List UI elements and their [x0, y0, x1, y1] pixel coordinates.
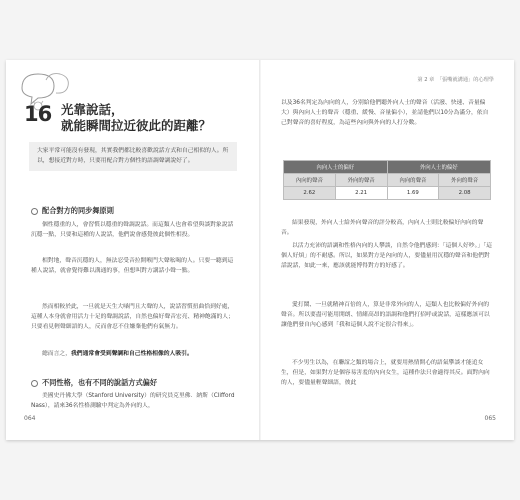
right-page [261, 60, 514, 440]
paragraph-summary [31, 349, 236, 359]
page-number-left: 064 [24, 415, 36, 422]
table-cell: 2.21 [335, 187, 387, 200]
intro-box: 大家平常可能沒有發現，其實我們都比較喜歡說話方式和自己相似的人。所以，想接近對方時，只要用配合對方個性的語調聲調說好了。 [29, 142, 237, 171]
paragraph: 美國史丹佛大學（Stanford University）的研究員克里佛．納斯（Clifford Nass），請來36名性格測驗中判定為外向的人， [31, 393, 235, 410]
paragraph: 不少男生以為，在聯誼之類的場合上，就要用熱情開心的語氣攀談才能追女生，但是，如果對方是個容易害羞的內向女生，這種作法只會適得其反。面對內向的人，要儘量輕聲細語，彼此 [281, 360, 490, 387]
left-page [6, 60, 259, 440]
paragraph: 以及36名判定為內向的人，分別給他們聽外向人士的聲音（活潑、快速、音量偏大）與內向人士的聲音（穩重、緩慢、音量偏小），並請他們以10分為滿分，依自己對聲音的喜好程度，為這些內向與外向的人打分數。 [281, 100, 489, 127]
table-cell: 2.62 [284, 187, 336, 200]
table-row [284, 187, 491, 200]
running-head: 第 2 章 「張嘴就溝通」的心理學 [417, 77, 494, 83]
bullet-icon [31, 208, 38, 215]
table-group-header: 外向人士的偏好 [387, 161, 491, 174]
table-group-header: 內向人士的偏好 [284, 161, 388, 174]
table-group-header-row [284, 161, 491, 174]
table-cell: 1.69 [387, 187, 439, 200]
table-column-header: 外向的聲音 [335, 174, 387, 187]
table-column-header-row [284, 174, 491, 187]
section-heading-2-text: 不同性格，也有不同的說話方式偏好 [42, 378, 158, 387]
book-spread [6, 60, 514, 440]
paragraph: 以活力充沛的語調和性格內向的人攀談，自然令他們感到：「這個人好吵。」「這個人好煩」的不耐感。所以，如果對方是內向的人，要儘量用沉穩的聲音和他們對話說話，如此一來，應該就能博得對方的好感了。 [281, 243, 492, 270]
page-number-right: 065 [484, 415, 496, 422]
paragraph: 愛打鬧、一旦就精神百倍的人，算是非常外向的人，這類人也比較偏好外向的聲音。所以要盡可能用開朗、情緒高昂的語調和他們打招呼或說話，這樣應該可以讓他們發自內心感到「我和這個人說不定很合得來」。 [281, 302, 490, 329]
title-line-2: 就能瞬間拉近彼此的距離？ [61, 118, 212, 133]
paragraph: 然而相較於此，一旦就是天生大嗓門且大聲的人，說話習慣扭曲恰到好處，這種人本身就會用活力十足的聲調說話，自然也偏好聲音宏亮、精神飽滿的人；只要看見輕聲細語的人，反而會忍不住嫌棄他們有氣無力。 [31, 304, 234, 331]
title-line-1: 光靠說話， [61, 102, 124, 117]
section-heading-1-text: 配合對方的同步舞原則 [42, 206, 114, 215]
paragraph: 個性穩重的人，會習慣以穩重的聲調說話。而這類人也會希望與談對象說話沉穩一點，只要和這種的人說話，他們說會感覺彼此個性相投。 [31, 222, 234, 239]
summary-lead: 總而言之， [42, 351, 71, 357]
section-heading-1 [31, 206, 114, 216]
paragraph: 結果發現，外向人士給外向聲音的評分較高，內向人士則比較偏好內向的聲音。 [281, 220, 484, 237]
emphasized-text: 我們通常會受到聲調和自己性格相像的人吸引。 [71, 351, 193, 357]
table-column-header: 外向的聲音 [439, 174, 491, 187]
paragraph: 相對地，聲音沉穩的人，無法忍受音拉開喉門大聲吆喝的人。只要一聽到這種人說話，就會覺得難以溝通的事，但想叫對方講話小聲一點。 [31, 258, 234, 275]
chapter-number: 16 [24, 102, 52, 126]
page-title [61, 102, 211, 134]
table-cell: 2.08 [439, 187, 491, 200]
table-column-header: 內向的聲音 [387, 174, 439, 187]
table-column-header: 內向的聲音 [284, 174, 336, 187]
section-heading-2 [31, 378, 157, 388]
voice-preference-table [283, 160, 491, 200]
bullet-icon [31, 380, 38, 387]
